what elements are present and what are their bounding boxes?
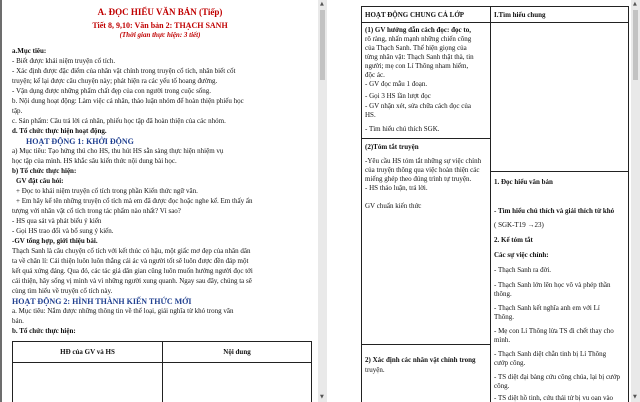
summary-task-line: miếng ghép theo đúng trình tự truyện. [365,175,472,183]
scroll-up-icon[interactable]: ▲ [633,1,637,7]
content-line: - TS diệt đại bàng cứu công chúa, lại bị cướp [494,373,621,381]
content-line: - Tìm hiểu chú thích và giải thích từ khó [494,207,615,215]
activity-2-title: HOẠT ĐỘNG 2: HÌNH THÀNH KIẾN THỨC MỚI [12,297,192,306]
organize-line: d. Tổ chức thực hiện hoạt động. [12,127,107,135]
activity-2-goal: bản. [12,317,24,325]
activity-2-org: b. Tổ chức thực hiện: [12,327,76,335]
column-header-activity: HOẠT ĐỘNG CHUNG CẢ LỚP [365,11,465,19]
objective-line: - Vận dụng được những phẩm chất đẹp của con người trong cuộc sống. [12,87,212,95]
content-line: - Thạch Sanh diệt chằn tinh bị Lí Thông [494,350,607,358]
left-document-page[interactable] [2,0,318,402]
content-line: ( SGK-T19 →23) [494,221,544,229]
table-header-cell: Nội dung [223,348,251,356]
summary-task-title: (2)Tóm tắt truyện [365,143,419,151]
question-line: + Em hãy kể tên những truyện cổ tích mà em đã được đọc hoặc nghe kể. Em thấy ấn [16,197,253,205]
question-line: + Đọc to khái niệm truyện cổ tích trong phần Kiến thức ngữ văn. [16,187,198,195]
read-guide-line: - GV nhận xét, sửa chữa cách đọc của [365,102,471,110]
lesson-subtitle: Tiết 8, 9,10: Văn bản 2: THẠCH SANH [92,21,228,30]
intro-paragraph-line: cái thiện, hãy sống vị mình và vì những người xung quanh. Ngay sau đây, chúng ta sẽ [12,277,252,285]
content-line: - Thạch Sanh ra đời. [494,266,552,274]
scroll-up-icon[interactable]: ▲ [320,1,324,7]
read-guide-line: từng nhân vật: Thạch Sanh thật thà, tin [365,53,474,61]
intro-paragraph-line: kết quả xứng đáng. Qua đó, các tác giả dân gian cũng luôn muốn hướng người đọc tới [12,267,253,275]
content-line: b. Nội dung hoạt động: Làm việc cá nhân, thảo luận nhóm để hoàn thiện phiếu học [12,97,244,105]
activity-1-title: HOẠT ĐỘNG 1: KHỞI ĐỘNG [26,137,134,146]
characters-task-line: truyện. [365,366,385,374]
content-heading: 2. Kể tóm tắt [494,236,533,244]
objective-line: truyện; kể lại được câu chuyện này; phát hiện ra các yếu tố hoang đường. [12,77,218,85]
summary-task-line: của truyện thông qua việc hoàn thiện các [365,166,480,174]
objective-line: - Xác định được đặc điểm của nhân vật chính trong truyện cổ tích, nhân biết cốt [12,67,236,75]
scroll-down-icon[interactable]: ▼ [320,394,324,400]
intro-paragraph-line: cùng tìm hiểu về truyện cổ tích này. [12,287,113,295]
column-header-content: I.Tìm hiểu chung [494,11,546,19]
duration-note: (Thời gian thực hiện: 3 tiết) [119,31,201,39]
read-guide-line: - Tìm hiểu chú thích SGK. [365,125,440,133]
page-title: A. ĐỌC HIỂU VĂN BẢN (Tiếp) [97,7,223,17]
summary-task-line: -Yêu cầu HS tóm tắt những sự việc chính [365,157,482,165]
left-scroll-thumb[interactable] [320,10,325,80]
read-guide-line: - Gọi 3 HS lần lượt đọc [365,92,431,100]
content-line: cướp công. [494,359,526,367]
summary-task-line: - HS thảo luận, trả lời. [365,184,428,192]
content-line: mình. [494,336,511,344]
table-header-cell: HĐ của GV và HS [60,348,115,356]
right-document-page[interactable] [327,0,637,402]
content-heading: 1. Đọc hiểu văn bản [494,178,553,186]
content-line: Các sự việc chính: [494,251,549,259]
objective-line: - Biết được khái niệm truyện cổ tích. [12,57,116,65]
read-guide-line: - GV đọc mẫu 1 đoạn. [365,80,428,88]
content-line: thông. [494,290,512,298]
activity-1-goal: a) Mục tiêu: Tạo hứng thú cho HS, thu hút HS sẵn sàng thực hiện nhiệm vụ [12,147,224,155]
student-line: - HS qua sát và phát biểu ý kiến [12,217,102,225]
product-line: c. Sản phẩm: Câu trả lời cá nhân, phiếu học tập đã hoàn thiện của các nhóm. [12,117,226,125]
read-guide-line: người; mẹ con Lí Thông nham hiểm, [365,62,469,70]
right-scroll-thumb[interactable] [633,10,638,80]
read-guide-line: HS. [365,111,376,119]
content-line: - Thạch Sanh kết nghĩa anh em với Lí [494,304,600,312]
intro-paragraph-line: ta về chân lí: Cái thiện luôn luôn thắng cái ác và người tốt sẽ luôn được đền đáp một [12,257,249,265]
activity-1-goal: học tập của mình. HS khắc sâu kiến thức nội dung bài học. [12,157,177,165]
read-guide-line: rõ ràng, nhấn mạnh những chiến công [365,35,472,43]
content-line: Thông. [494,313,515,321]
read-guide-line: (1) GV hướng dẫn cách đọc: đọc to, [365,26,471,34]
teacher-task: GV đặt câu hỏi: [16,177,64,185]
characters-task-line: 2) Xác định các nhân vật chính trong [365,356,476,364]
scroll-down-icon[interactable]: ▼ [633,394,637,400]
read-guide-line: độc ác. [365,71,385,79]
content-line: - TS diệt hồ tinh, cứu thái tử bị vu oan vào [494,394,614,402]
question-line: tượng với nhân vật cổ tích trong tác phẩm nào nhất? Vì sao? [12,207,181,215]
intro-paragraph-line: Thạch Sanh là câu chuyện cổ tích với kết thúc có hậu, một giấc mơ đẹp của nhân dân [12,247,251,255]
activity-1-org: b) Tổ chức thực hiện: [12,167,77,175]
content-line: - Mẹ con Lí Thông lừa TS đi chết thay cho [494,327,614,335]
content-line: tập. [12,107,23,115]
student-line: - Gọi HS trao đổi và bổ sung ý kiến. [12,227,114,235]
objectives-heading: a.Mục tiêu: [12,47,47,55]
left-page-scrollbar[interactable] [318,0,327,402]
summary-task-line: GV chuẩn kiến thức [365,202,422,210]
teacher-summary: -GV tổng hợp, giới thiệu bài. [12,237,98,245]
right-page-scrollbar[interactable] [631,0,640,402]
content-line: công. [494,382,510,390]
activity-2-goal: a. Mục tiêu: Nắm được những thông tin về thể loại, giải nghĩa từ khó trong văn [12,307,234,315]
content-line: - Thạch Sanh lớn lên học võ và phép thần [494,281,611,289]
read-guide-line: của Thạch Sanh. Thể hiện giọng của [365,44,467,52]
